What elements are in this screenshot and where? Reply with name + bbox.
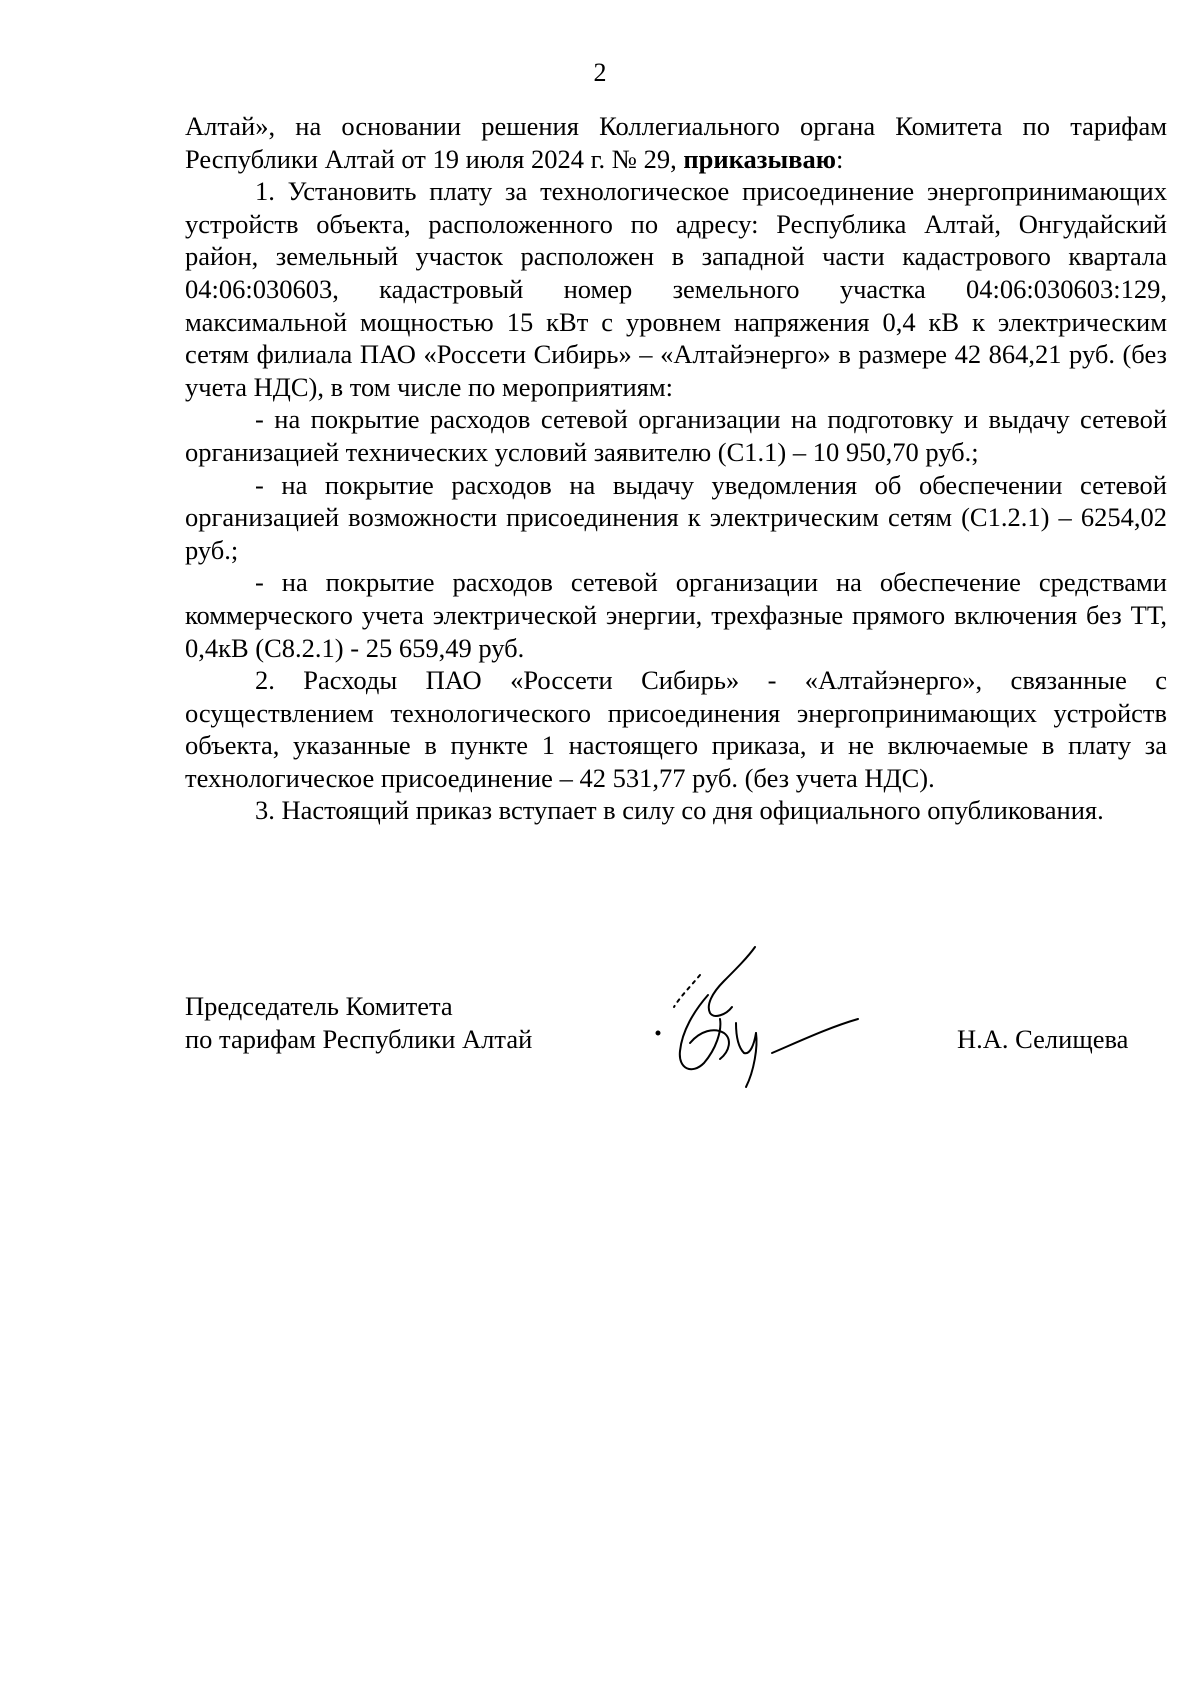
intro-text: Алтай», на основании решения Коллегиального органа Комитета по тарифам Республики Алтай от 19 июля 2024 г. № 29, xyxy=(185,111,1167,174)
paragraph-subitem-c1-2-1: - на покрытие расходов на выдачу уведомления об обеспечении сетевой организацией возможности присоединения к электрическим сетям (С1.2.1) – 6254,02 руб.; xyxy=(185,469,1167,565)
page-number: 2 xyxy=(593,58,607,87)
handwritten-signature xyxy=(640,935,880,1105)
signer-name: Н.А. Селищева xyxy=(957,1024,1129,1054)
paragraph-item-1: 1. Установить плату за технологическое присоединение энергопринимающих устройств объекта, расположенного по адресу: Республика Алтай, Онгудайский район, земельный участок расположен в западной части кадастрового квартала 04:06:030603, кадастровый номер земельного участка 04:06:030603:129, максимальной мощностью 15 кВт с уровнем напряжения 0,4 кВ к электрическим сетям филиала ПАО «Россети Сибирь» – «Алтайэнерго» в размере 42 864,21 руб. (без учета НДС), в том числе по мероприятиям: xyxy=(185,176,1167,402)
paragraph-subitem-c1-1: - на покрытие расходов сетевой организации на подготовку и выдачу сетевой организацией технических условий заявителю (С1.1) – 10 950,70 руб.; xyxy=(185,404,1167,467)
intro-colon: : xyxy=(835,143,844,174)
paragraph-intro xyxy=(185,110,1167,175)
order-keyword: приказываю xyxy=(683,143,836,174)
signatory-title-line-1: Председатель Комитета xyxy=(185,991,453,1021)
paragraph-item-2: 2. Расходы ПАО «Россети Сибирь» - «Алтайэнерго», связанные с осуществлением технологического присоединения энергопринимающих устройств объекта, указанные в пункте 1 настоящего приказа, и не включаемые в плату за технологическое присоединение – 42 531,77 руб. (без учета НДС). xyxy=(185,665,1167,793)
signatory-title xyxy=(185,990,532,1055)
paragraph-item-3: 3. Настоящий приказ вступает в силу со дня официального опубликования. xyxy=(255,795,1104,826)
document-body xyxy=(185,110,1167,827)
signatory-title-line-2: по тарифам Республики Алтай xyxy=(185,1023,533,1054)
paragraph-subitem-c8-2-1: - на покрытие расходов сетевой организации на обеспечение средствами коммерческого учета электрической энергии, трехфазные прямого включения без ТТ, 0,4кВ (С8.2.1) - 25 659,49 руб. xyxy=(185,567,1167,663)
